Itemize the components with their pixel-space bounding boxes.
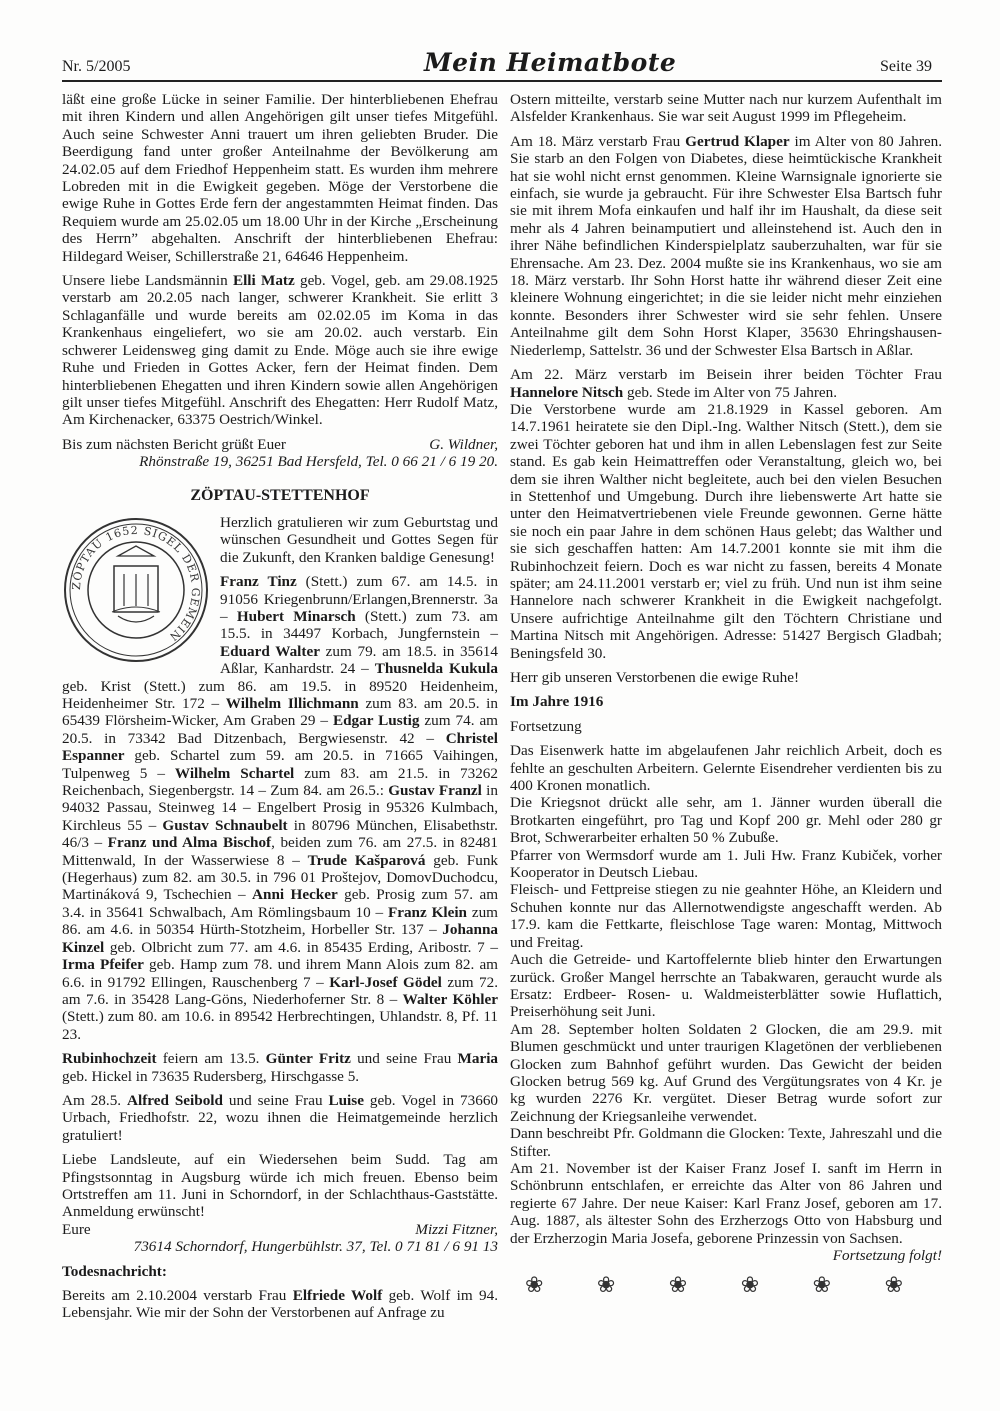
- birthday-details: geb. Krist (Stett.) zum 86. am 19.5. in 89520 Heidenheim, Heidenheimer Str. 172 –: [62, 677, 498, 712]
- masthead-title: Mein Heimatbote: [424, 48, 677, 77]
- obituary-continued-right: Ostern mitteilte, verstarb seine Mutter nach nur kurzem Aufenthalt im Alsfelder Krankenhaus. Sie war seit August 1999 im Pflegeheim.: [510, 91, 942, 126]
- history-last-paragraph: Am 21. November ist der Kaiser Franz Josef I. sanft im Herrn in Schönbrunn entschlafen, er erreichte das Alter von 86 Jahren und regierte 67 Jahre. Der neue Kaiser: Karl Franz Josef, geboren am 17. Aug. 1887, als ältester Sohn des Erzherzogs Otto von Habsburg und der Erzherzogin Maria Josefa, geborene Prinzessin von Sachsen.: [510, 1159, 942, 1247]
- birthday-name: Franz Klein: [387, 903, 468, 921]
- history-text: [510, 742, 942, 1160]
- birthday-details: zum 83. am 21.5. in 73262 Reichenbach, Siegenbergstr. 14 – Zum 84. am 26.5.:: [62, 764, 498, 800]
- birthday-details: zum 83. am 20.5. in 65439 Flörsheim-Wicker, Am Graben 29 –: [62, 695, 498, 730]
- birthday-name: Wilhelm Illichmann: [225, 695, 359, 712]
- history-paragraph: Dann beschreibt Pfr. Goldmann die Glocken: Texte, Jahreszahl und die Stifter.: [510, 1125, 942, 1160]
- obituary-continued: läßt eine große Lücke in seiner Familie. Der hinterbliebenen Ehefrau mit ihren Kindern und allen Angehörigen gilt unser tiefes Mitgefühl. Auch seine Schwester Anni trauert um ihren geliebten Bruder. Die Beerdigung fand unter großer Anteilnahme der Bevölkerung am 24.02.05 auf dem Friedhof Heppenheim statt. Es wurden ihm mehrere Lobreden mit in die Ewigkeit gegeben. Möge der Verstorbene die ewige Ruhe in Gottes Erde fern der angestammten Heimat finden. Das Requiem wurde am 25.02.05 um 18.00 Uhr in der Kirche „Erscheinung des Herrn” abgehalten. Anschrift der hinterbliebenen Ehefrau: Hildegard Weiser, Schillerstraße 21, 64646 Heppenheim.: [62, 91, 498, 265]
- birthday-details: zum 74. am 20.5. in 73342 Bad Ditzenbach, Bergwiesenstr. 42 –: [62, 712, 498, 747]
- birthday-name: Gustav Franzl: [388, 782, 482, 800]
- birthday-details: zum 72. am 7.6. in 35428 Lang-Göns, Niederhoferner Str. 8 –: [62, 973, 498, 1008]
- birthday-details: geb. Hamp zum 78. und ihrem Mann Alois zum 82. am 6.6. in 91792 Ellingen, Rauschenberg 7 –: [62, 956, 498, 991]
- birthday-details: geb. Schartel zum 59. am 20.5. in 71665 Vaihingen, Tulpenweg 5 –: [62, 747, 498, 782]
- history-heading: Im Jahre 1916: [510, 693, 604, 711]
- birthday-name: Irma Pfeifer: [62, 956, 144, 974]
- history-paragraph: Am 28. September holten Soldaten 2 Glocken, die am 29.9. mit Blumen geschmückt und unter traurigen Klagetönen der verbliebenen Glocken zum Bahnhof geführt wurden. Das Gewicht der beiden Glocken betrug 569 kg. Auf Grund des Vergütungsrates von 4 Kr. je kg wurden 2276 Kr. vergütet. Dieser Betrag wurde sofort zur Zeichnung der Kriegsanleihe verwendet.: [510, 1020, 942, 1125]
- right-column: [510, 91, 943, 1298]
- seal-lettering: ZÖPTAU 1652 SIGEL DER GEMEIN: [69, 523, 203, 644]
- continued-note: Fortsetzung folgt!: [832, 1247, 942, 1264]
- birthday-details: geb. Prosig zum 57. am 3.4. in 35641 Schwalbach, Am Römlingsbaum 10 –: [62, 886, 499, 921]
- birthday-name: Franz Tinz: [220, 573, 297, 591]
- person-name: Elli Matz: [232, 272, 295, 290]
- history-paragraph: Auch die Getreide- und Kartoffelernte blieb hinter den Erwartungen zurück. Großer Mangel herrschte an Tabakwaren, geraucht wurde als Ersatz: Erdbeer- Rosen- u. Waldmeisterblätter sowie Huflattich, Preiserhöhung seit Juni.: [510, 951, 942, 1021]
- history-paragraph: Fleisch- und Fettpreise stiegen zu nie geahnter Höhe, an Kleidern und Schuhen konnte nur das Allernotwendigste angeschafft werden. Ab 17.9. kam die Fettkarte, fleischlose Tage waren: Montag, Mittwoch und Freitag.: [510, 881, 942, 951]
- birthday-details: zum 86. am 4.6. in 50354 Hürth-Stotzheim, Horbeller Str. 137 –: [62, 903, 498, 939]
- meeting-notice: Liebe Landsleute, auf ein Wiedersehen beim Sudd. Tag am Pfingstsonntag in Augsburg würde ich mich freuen. Ebenso beim Ortstreffen am 11. Juni in Schorndorf, in der Schlachthaus-Gaststätte. Anmeldung erwünscht!: [62, 1151, 498, 1221]
- birthday-name: Wilhelm Schartel: [174, 764, 295, 782]
- obituary-elli-matz: Unsere liebe Landsmännin Elli Matz geb. Vogel, geb. am 29.08.1925 verstarb am 20.2.05 nach langer, schwerer Krankheit. Sie erlitt 3 Schlaganfälle und wurde bereits am 02.02.05 im Koma in das Krankenhaus eingeliefert, wo sie am 20.02. auch verstarb. Ein schwerer Leidensweg ging damit zu Ende. Möge auch sie ihre ewige Ruhe und Frieden in Gottes Acker, fern der Heimat finden. Dem hinterbliebenen Ehegatten und ihren Kindern sowie allen Angehörigen gilt unser tiefes Mitgefühl. Anschrift des Ehegatten: Herr Rudolf Matz, Am Kirchenacker, 63375 Oestrich/Winkel.: [62, 272, 498, 429]
- birthday-details: (Stett.) zum 80. am 10.6. in 89542 Herbrechtingen, Uhlandstr. 8, Pf. 11 23.: [62, 1008, 498, 1043]
- signature: G. Wildner,: [429, 435, 498, 453]
- obituary-gertrud-klaper: Am 18. März verstarb Frau Gertrud Klaper im Alter von 80 Jahren. Sie starb an den Folgen von Diabetes, diese heimtückische Krankheit hat sie wohl nicht ernst genommen. Kleine Warnsignale ignorierte sie einfach, sie wurde ja gebraucht. Für ihre Schwester Elsa Bartsch fuhr sie mit ihrem Mofa einkaufen und half ihr im Haushalt, da diese seit mehr als 4 Jahren beinamputiert und alleinstehend ist. Auch den in ihrer Nähe befindlichen Kinderspielplatz sauberzuhalten, war für sie Ehrensache. Am 23. Dez. 2004 mußte sie ins Krankenhaus, wo sie am 18. März verstarb. Ihr Sohn Horst hatte ihr während dieser Zeit eine kleinere Wohnung eingerichtet; in die sie leider nicht mehr einziehen konnte. Besonders ihrer Schwester wird sie sehr fehlen. Unsere Anteilnahme gilt dem Sohn Horst Klaper, 35630 Ehringshausen-Niederlemp, Sattelstr. 36 und der Schwester Elsa Bartsch in Aßlar.: [510, 132, 943, 359]
- birthday-name: Eduard Walter: [220, 642, 320, 660]
- birthday-name: Karl-Josef Gödel: [329, 973, 442, 991]
- birthday-details: (Stett.) zum 73. am 15.5. in 34497 Korbach, Jungfernstein –: [220, 607, 498, 643]
- section-heading: ZÖPTAU-STETTENHOF: [190, 486, 370, 504]
- left-column: [62, 91, 498, 1329]
- birthday-name: Edgar Lustig: [332, 712, 420, 730]
- issue-number: Nr. 5/2005: [62, 58, 131, 75]
- birthday-intro: Herzlich gratulieren wir zum Geburtstag und wünschen Gesundheit und Gottes Segen für die Zukunft, den Kranken baldige Genesung!: [220, 513, 498, 566]
- history-paragraph: Das Eisenwerk hatte im abgelaufenen Jahr reichlich Arbeit, doch es fehlte an geschulten Arbeitern. Gelernte Eisendreher verdienten bis zu 400 Kronen monatlich.: [510, 742, 942, 795]
- history-paragraph: Die Kriegsnot drückt alle sehr, am 1. Jänner wurden überall die Brotkarten eingeführt, pro Tag und Kopf 200 gr. Mehl oder 280 gr Brot, Schwerarbeiter erhalten 50 % Zubuße.: [510, 794, 942, 847]
- birthday-details: geb. Funk (Hegerhaus) zum 82. am 30.5. in 796 01 Proštejov, DomovDuchodcu, Martináková 9, Tschechien –: [62, 851, 499, 904]
- death-notice-heading: Todesnachricht:: [62, 1262, 167, 1280]
- birthday-name: Hubert Minarsch: [236, 607, 356, 625]
- birthday-details: geb. Olbricht zum 77. am 4.6. in 85435 Erding, Aribostr. 7 –: [104, 938, 498, 956]
- signature-address: 73614 Schorndorf, Hungerbühlstr. 37, Tel. 0 71 81 / 6 91 13: [133, 1238, 498, 1256]
- ruby-wedding: Rubinhochzeit feiern am 13.5. Günter Fritz und seine Frau Maria geb. Hickel in 73635 Rudersberg, Hirschgasse 5.: [62, 1050, 499, 1085]
- birthday-details: in 94032 Passau, Steinweg 14 – Engelbert Prosig in 95326 Kulmbach, Kirchleus 55 –: [62, 782, 498, 834]
- birthday-name: Trude Kašparová: [307, 851, 426, 869]
- greeting-line: Bis zum nächsten Bericht grüßt Euer G. Wildner,: [62, 435, 498, 453]
- birthday-name: Christel Espanner: [62, 729, 498, 765]
- wedding-anniversary: Am 28.5. Alfred Seibold und seine Frau Luise geb. Vogel in 73660 Urbach, Friedhofstr. 22, wozu ihnen die Heimatgemeinde herzlich gratuliert!: [62, 1091, 499, 1144]
- page-number: Seite 39: [880, 58, 932, 75]
- history-continuation-label: Fortsetzung: [510, 717, 582, 735]
- birthday-details: zum 79. am 18.5. in 35614 Aßlar, Kanhardstr. 24 –: [220, 642, 498, 678]
- history-paragraph: Pfarrer von Wermsdorf wurde am 1. Juli Hw. Franz Kubiček, vorher Kooperator in Deutsch Liebau.: [510, 846, 942, 882]
- obituary-hannelore-details: Die Verstorbene wurde am 21.8.1929 in Kassel geboren. Am 14.7.1961 heiratete sie den Dipl.-Ing. Walther Nitsch (Stett.), dem sie zwei Töchter geboren hat und ihm in allen Lebenslagen fest zur Seite stand. Es gab kein Heimattreffen oder Veranstaltung, gleich wo, bei dem sie ihren Walther nicht begleitete, auch bei den vielen Besuchen in Stettenhof und Umgebung. Durch ihre liebenswerte Art hatte sie unter den Heimatvertriebenen viele Freunde gewonnen. Gerne hätte sie noch ein paar Jahre in dem schönen Haus gelebt; das Walther und sie sich geschaffen hatten: Am 14.7.2001 konnte sie mit ihm die Rubinhochzeit feiern. Doch es war nicht zu fassen, bereits 4 Monate später; am 24.11.2001 verstarb er; viel zu früh. Und nun ist ihm seine Hannelore nach schwerer Krankheit in die Ewigkeit nachgefolgt. Unsere aufrichtige Anteilnahme gilt den Töchtern Christiane und Martina Nitsch mit Angehörigen. Adresse: 51427 Bergisch Gladbah; Beningsfeld 30.: [510, 400, 942, 662]
- birthday-name: Johanna Kinzel: [62, 921, 498, 956]
- birthday-name: Gustav Schnaubelt: [162, 816, 288, 834]
- birthday-name: Walter Köhler: [402, 990, 499, 1008]
- prayer-line: Herr gib unseren Verstorbenen die ewige Ruhe!: [510, 669, 800, 686]
- flower-ornament-icon: ❀ ❀ ❀ ❀ ❀ ❀: [524, 1272, 928, 1298]
- birthday-details: (Stett.) zum 67. am 14.5. in 91056 Kriegenbrunn/Erlangen,Brennerstr. 3a –: [220, 573, 498, 625]
- signature-address: Rhönstraße 19, 36251 Bad Hersfeld, Tel. 0 66 21 / 6 19 20.: [139, 453, 498, 471]
- signature: Mizzi Fitzner,: [415, 1220, 498, 1238]
- header-rule: [62, 80, 942, 82]
- birthday-details: , beiden zum 76. am 27.5. in 82481 Mittenwald, In der Wasserwiese 8 –: [62, 834, 498, 869]
- birthday-name: Thusnelda Kukula: [374, 660, 498, 678]
- death-notice: Bereits am 2.10.2004 verstarb Frau Elfriede Wolf geb. Wolf im 94. Lebensjahr. Wie mir der Sohn der Verstorbenen auf Anfrage zu: [62, 1287, 498, 1322]
- municipal-seal-icon: [62, 516, 210, 664]
- obituary-hannelore-nitsch: Am 22. März verstarb im Beisein ihrer beiden Töchter Frau Hannelore Nitsch geb. Stede im Alter von 75 Jahren.: [510, 366, 942, 401]
- birthday-details: in 80796 München, Elisabethstr. 46/3 –: [62, 816, 498, 852]
- birthday-name: Anni Hecker: [252, 886, 338, 904]
- eure-line: Eure Mizzi Fitzner,: [62, 1220, 498, 1238]
- birthday-name: Franz und Alma Bischof: [107, 834, 272, 852]
